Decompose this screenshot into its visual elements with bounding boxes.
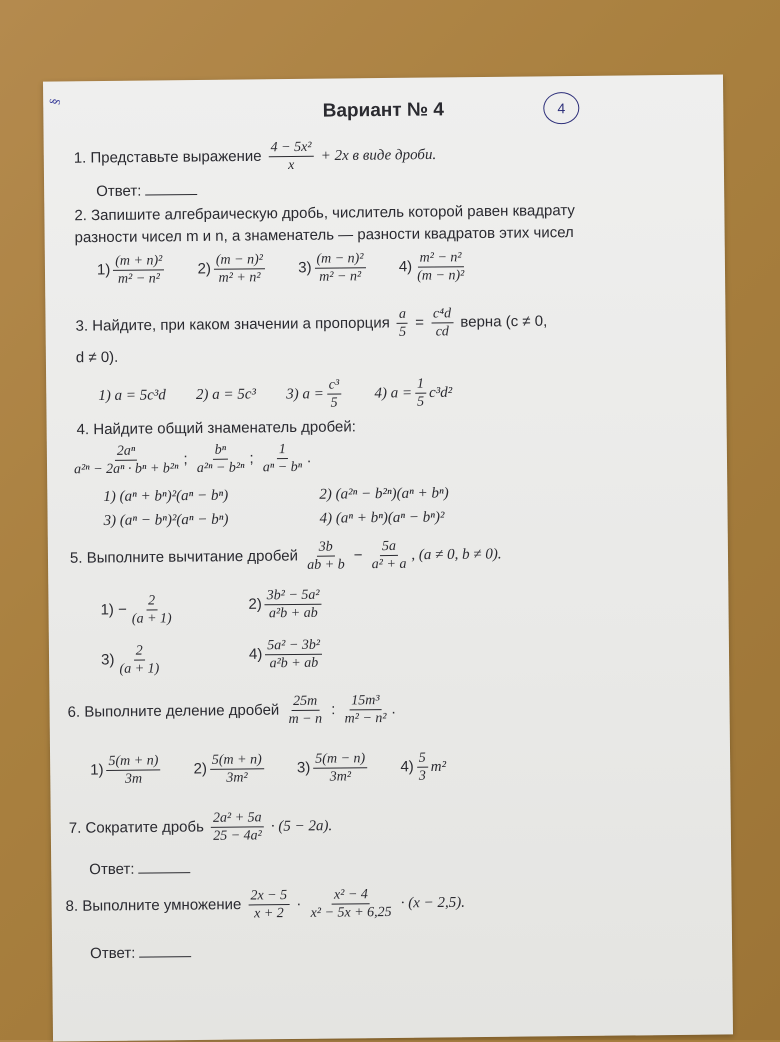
question-1: [74, 137, 437, 176]
option-2[interactable]: 2) $\frac{\text{3b² − 5a²}}{\text{a²b + ab}}$: [248, 587, 325, 623]
question-4-text: 4. Найдите общий знаменатель дробей:: [76, 418, 356, 439]
worksheet-page: [43, 74, 733, 1041]
option-3[interactable]: 3) $\frac{5(m - n)}{\text{3m²}}$: [297, 750, 371, 786]
answer-line-7[interactable]: Ответ:: [89, 860, 191, 878]
option-3[interactable]: 3) a = $\frac{\text{c³}}{5}$: [286, 376, 344, 412]
question-1-fraction: $\frac{\text{4 − 5x²}}{x}$: [269, 139, 314, 174]
question-2-options: [97, 249, 496, 288]
question-3-line-2: d ≠ 0).: [75, 348, 119, 367]
option-2[interactable]: 2) $\frac{\text{(m − n)²}}{\text{m² + n²}}$: [197, 251, 268, 287]
option-3[interactable]: 3) $\frac{\text{(m − n)²}}{\text{m² − n²}}$: [298, 250, 369, 286]
question-2-line-2: разности чисел m и n, а знаменатель — разности квадратов этих чисел: [74, 224, 574, 247]
option-4[interactable]: 4) $\frac{\text{5a² − 3b²}}{\text{a²b + ab}}$: [249, 637, 326, 673]
question-5: 5. Выполните вычитание дробей $\frac{3b}{ab + b}$ − $\frac{5a}{\text{a² + a}}$ , (a ≠ 0, b ≠ 0).: [69, 538, 502, 573]
page-title: Вариант № 4: [322, 99, 445, 122]
question-1-text: 1. Представьте выражение: [73, 147, 262, 167]
option-4[interactable]: 4) (aⁿ + bⁿ)(aⁿ − bⁿ)²: [319, 509, 445, 527]
option-1[interactable]: 1) a = 5c³d: [98, 387, 166, 405]
question-7: 7. Сократите дробь $\frac{\text{2a² + 5a}}{\text{25 − 4a²}}$ · (5 − 2a).: [68, 810, 333, 844]
option-1[interactable]: 1) $\frac{5(m + n)}{3m}$: [90, 752, 164, 788]
option-2[interactable]: 2) a = 5c³: [195, 386, 257, 404]
option-1[interactable]: 1) $\frac{\text{(m + n)²}}{\text{m² − n²}}$: [97, 252, 168, 288]
answer-line-1[interactable]: Ответ:: [96, 182, 198, 200]
handwritten-variant-circle: 4: [543, 92, 579, 124]
option-4[interactable]: 4) $\frac{\text{m² − n²}}{\text{(m − n)²}}$: [398, 250, 465, 284]
question-3: 3. Найдите, при каком значении a пропорция $\frac{a}{5}$ = $\frac{\text{c⁴d}}{cd}$ верна (c ≠ 0,: [75, 306, 548, 340]
answer-line-8[interactable]: Ответ:: [90, 944, 192, 962]
question-1-tail: + 2x в виде дроби.: [320, 146, 437, 165]
option-1[interactable]: 1) − $\frac{2}{(a + 1)}$: [100, 593, 172, 627]
question-6: 6. Выполните деление дробей $\frac{25m}{m - n}$ : $\frac{\text{15m³}}{\text{m² − n²}}$ .: [67, 693, 396, 728]
option-3[interactable]: 3) (aⁿ − bⁿ)²(aⁿ − bⁿ): [103, 511, 229, 529]
question-4-fractions: $\frac{\text{2aⁿ}}{\text{a²ⁿ − 2aⁿ · bⁿ + b²ⁿ}}$ ; $\frac{\text{bⁿ}}{\text{a²ⁿ − b²ⁿ}}$ ; $\frac{1}{\text{aⁿ − bⁿ}}$ .: [73, 442, 312, 478]
option-3[interactable]: 3) $\frac{2}{(a + 1)}$: [100, 643, 160, 677]
question-2-line-1: 2. Запишите алгебраическую дробь, числитель которой равен квадрату: [74, 202, 575, 225]
option-2[interactable]: 2) $\frac{5(m + n)}{\text{3m²}}$: [193, 751, 267, 787]
question-3-options: [98, 375, 478, 414]
option-4[interactable]: 4) a = $\frac{1}{5}$ c³d²: [374, 376, 453, 410]
corner-stamp: §: [46, 96, 62, 106]
option-4[interactable]: 4) $\frac{5}{3}$ m²: [400, 750, 447, 784]
option-1[interactable]: 1) (aⁿ + bⁿ)²(aⁿ − bⁿ): [103, 487, 229, 505]
question-6-options: [90, 749, 472, 788]
option-2[interactable]: 2) (a²ⁿ − b²ⁿ)(aⁿ + bⁿ): [319, 485, 449, 503]
question-8: 8. Выполните умножение $\frac{2x - 5}{x + 2}$ · $\frac{\text{x² − 4}}{\text{x² − 5x + 6,25}}$ · (x − 2,5).: [65, 887, 466, 922]
